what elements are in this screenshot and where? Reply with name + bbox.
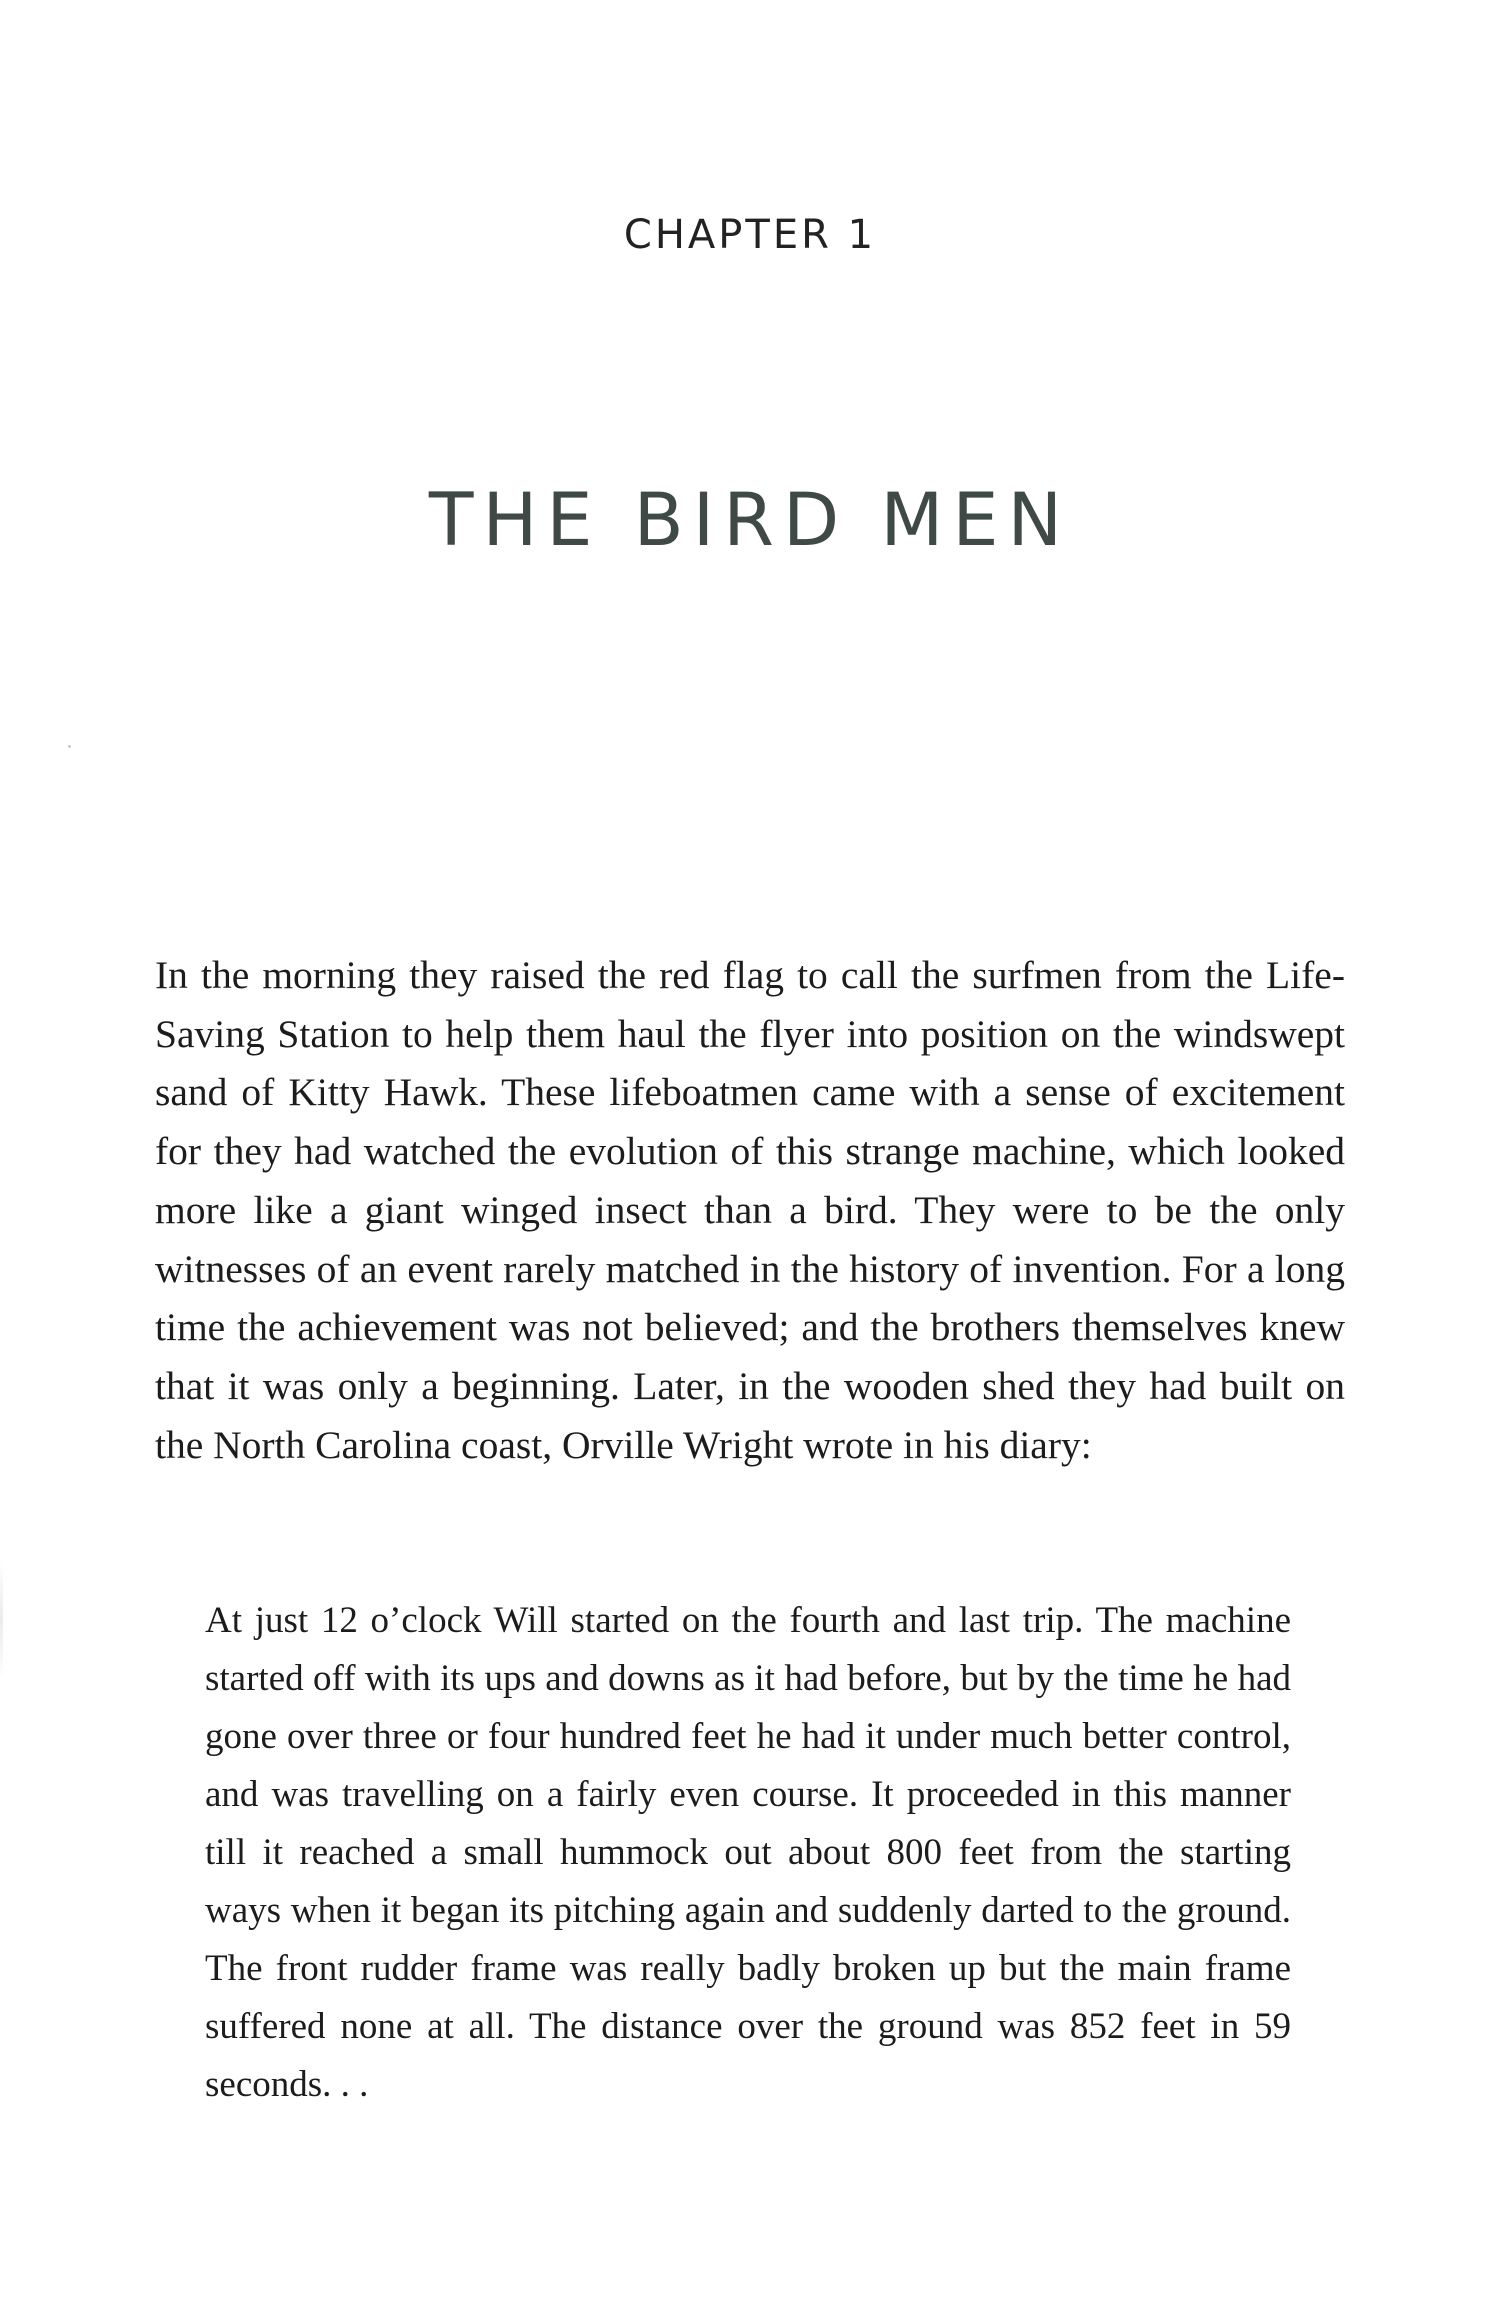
paper-speck [68,745,71,748]
chapter-number: CHAPTER 1 [623,212,877,258]
body-paragraph: In the morning they raised the red flag to call the surfmen from the Life-Saving Station to help them haul the flyer into position on the windswept sand of Kitty Hawk. These lifeboatmen came with a sense of excitement for they had watched the evolution of this strange machine, which looked more like a giant winged insect than a bird. They were to be the only witnesses of an event rarely matched in the history of invention. For a long time the achievement was not believed; and the brothers themselves knew that it was only a beginning. Later, in the wooden shed they had built on the North Carolina coast, Orville Wright wrote in his diary: [155,953,1345,1467]
diary-quote: At just 12 o’clock Will started on the fourth and last trip. The machine started off with its ups and downs as it had before, but by the time he had gone over three or four hundred feet he had it under much better control, and was travelling on a fairly even course. It proceeded in this manner till it reached a small hummock out about 800 feet from the starting ways when it began its pitching again and suddenly darted to the ground. The front rudder frame was really badly broken up but the main frame suffered none at all. The distance over the ground was 852 feet in 59 seconds. . . [205,1600,1291,2105]
chapter-title: THE BIRD MEN [428,478,1072,563]
page-edge-shadow [0,1560,3,1680]
